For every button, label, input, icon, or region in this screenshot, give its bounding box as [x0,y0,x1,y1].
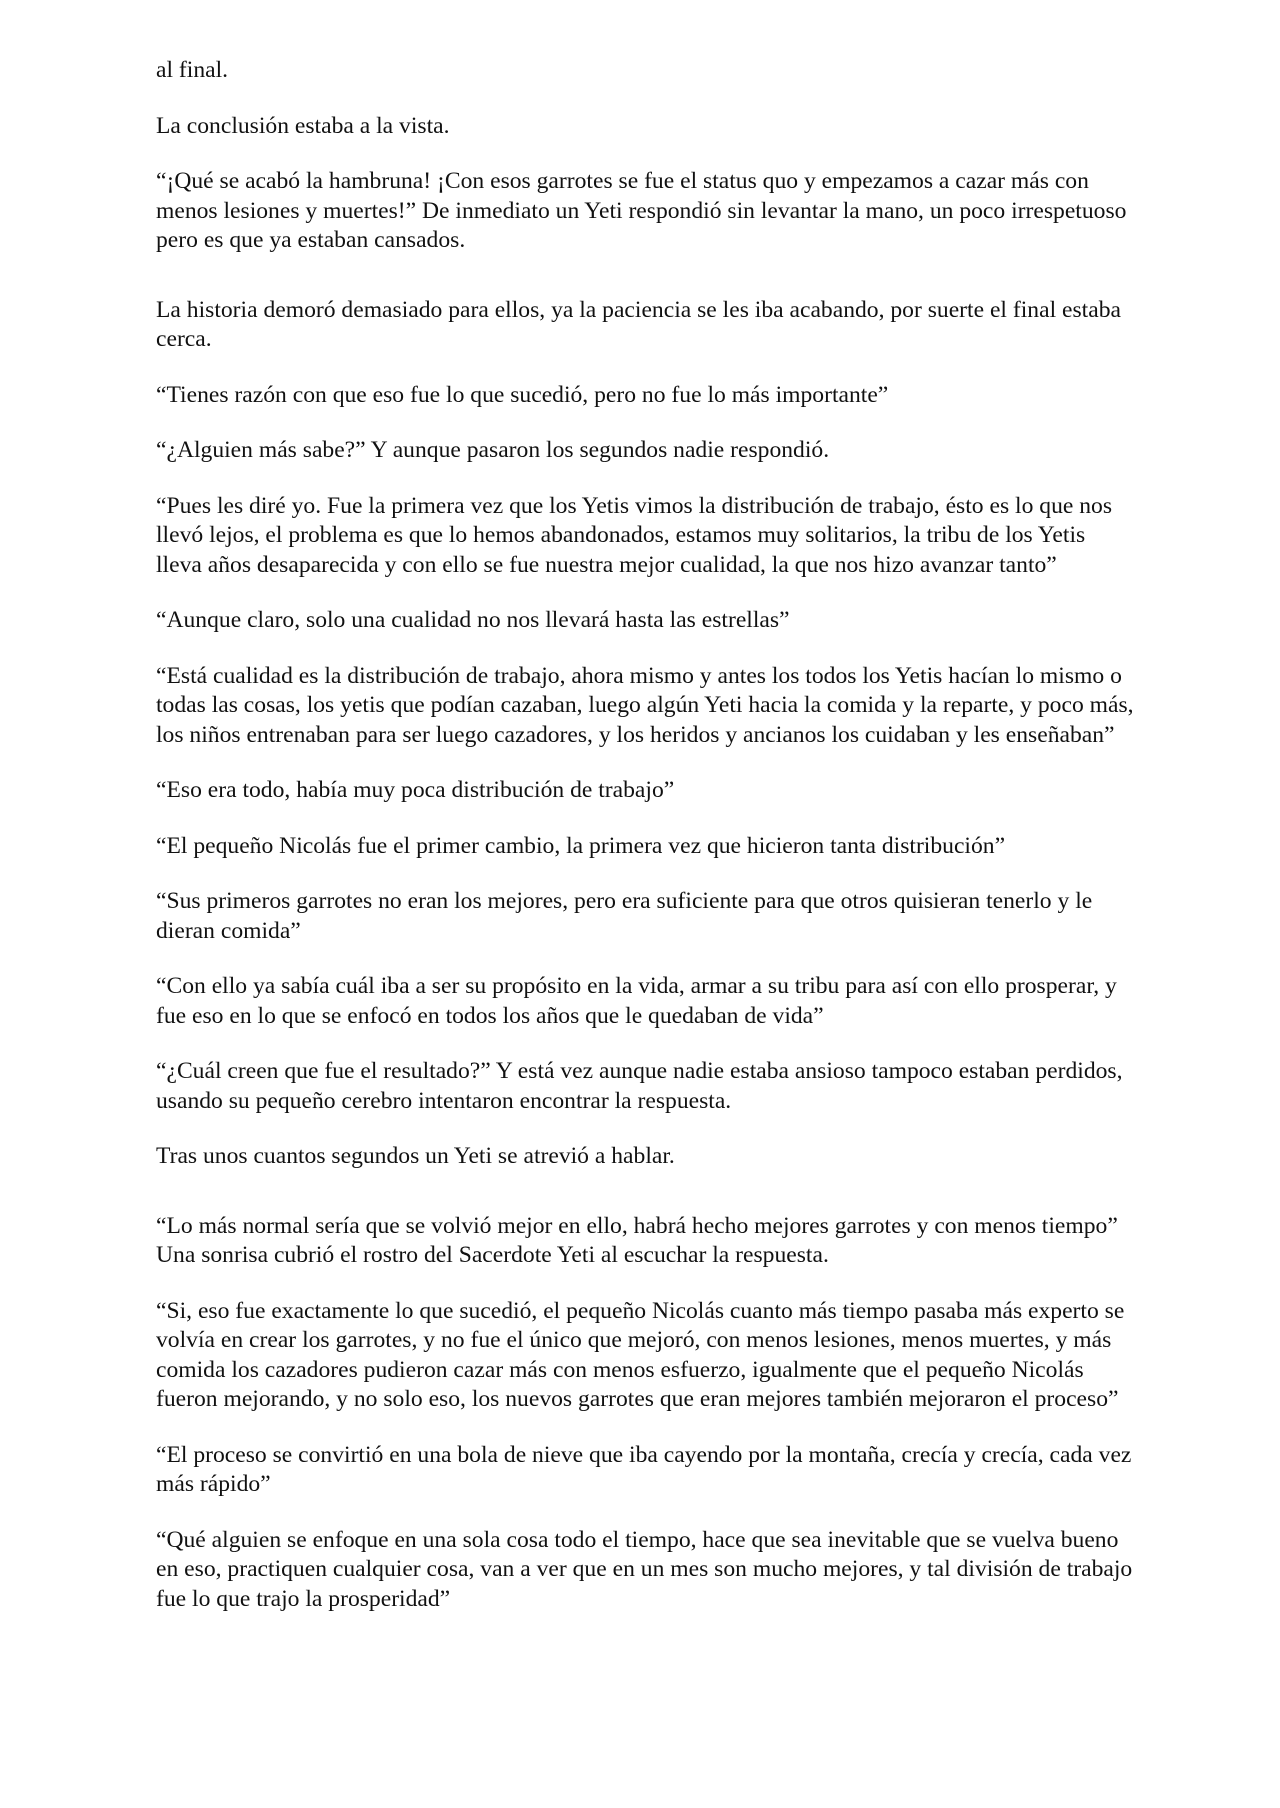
paragraph: Tras unos cuantos segundos un Yeti se atrevió a hablar. [156,1143,675,1169]
paragraph: “Si, eso fue exactamente lo que sucedió, el pequeño Nicolás cuanto más tiempo pasaba más experto se volvía en crear los garrotes, y no fue el único que mejoró, con menos lesiones, menos muertes, y más comida los cazadores pudieron cazar más con menos esfuerzo, igualmente que el pequeño Nicolás fueron mejorando, y no solo eso, los nuevos garrotes que eran mejores también mejoraron el proceso” [156,1297,1125,1412]
paragraph: “Está cualidad es la distribución de trabajo, ahora mismo y antes los todos los Yetis hacían lo mismo o todas las cosas, los yetis que podían cazaban, luego algún Yeti hacia la comida y la reparte, y poco más, los niños entrenaban para ser luego cazadores, y los heridos y ancianos los cuidaban y les enseñaban” [156,662,1134,748]
paragraph: “El pequeño Nicolás fue el primer cambio, la primera vez que hicieron tanta distribución” [156,832,1006,859]
paragraph: “¿Alguien más sabe?” Y aunque pasaron los segundos nadie respondió. [156,437,830,463]
paragraph: al final. [156,57,229,83]
paragraph: “Pues les diré yo. Fue la primera vez que los Yetis vimos la distribución de trabajo, ésto es lo que nos llevó lejos, el problema es que lo hemos abandonados, estamos muy solitarios, la tribu de los Yetis lleva años desaparecida y con ello se fue nuestra mejor cualidad, la que nos hizo avanzar tanto” [156,492,1113,578]
paragraph: “El proceso se convirtió en una bola de nieve que iba cayendo por la montaña, crecía y crecía, cada vez más rápido” [156,1441,1132,1497]
paragraph: “Con ello ya sabía cuál iba a ser su propósito en la vida, armar a su tribu para así con ello prosperar, y fue eso en lo que se enfocó en todos los años que le quedaban de vida” [156,973,1117,1029]
paragraph: “¡Qué se acabó la hambruna! ¡Con esos garrotes se fue el status quo y empezamos a cazar más con menos lesiones y muertes!” De inmediato un Yeti respondió sin levantar la mano, un poco irrespetuoso pero es que ya estaban cansados. [156,168,1127,253]
paragraph: “Sus primeros garrotes no eran los mejores, pero era suficiente para que otros quisieran tenerlo y le dieran comida” [156,888,1093,944]
paragraph: La conclusión estaba a la vista. [156,112,450,139]
paragraph: La historia demoró demasiado para ellos, ya la paciencia se les iba acabando, por suerte el final estaba cerca. [156,296,1121,352]
paragraph: “Aunque claro, solo una cualidad no nos llevará hasta las estrellas” [156,607,790,633]
paragraph: “Tienes razón con que eso fue lo que sucedió, pero no fue lo más importante” [156,381,889,408]
paragraph: “Eso era todo, había muy poca distribución de trabajo” [156,777,675,803]
paragraph: “Qué alguien se enfoque en una sola cosa todo el tiempo, hace que sea inevitable que se vuelva bueno en eso, practiquen cualquier cosa, van a ver que en un mes son mucho mejores, y tal división de trabajo fue lo que trajo la prosperidad” [156,1526,1133,1612]
paragraph: “¿Cuál creen que fue el resultado?” Y está vez aunque nadie estaba ansioso tampoco estaban perdidos, usando su pequeño cerebro intentaron encontrar la respuesta. [156,1058,1123,1114]
paragraph: “Lo más normal sería que se volvió mejor en ello, habrá hecho mejores garrotes y con menos tiempo” Una sonrisa cubrió el rostro del Sacerdote Yeti al escuchar la respuesta. [156,1212,1118,1268]
document-page [156,56,1136,1640]
